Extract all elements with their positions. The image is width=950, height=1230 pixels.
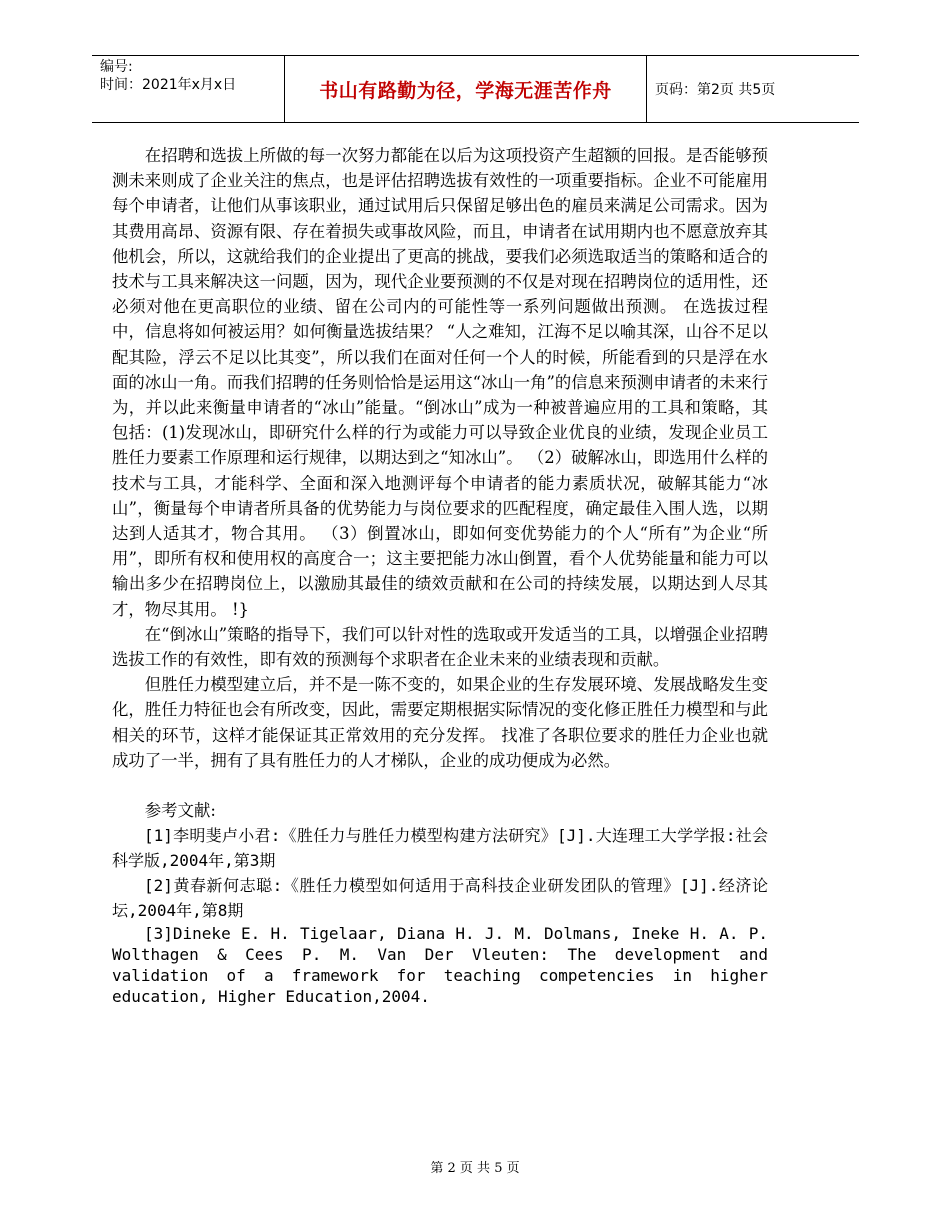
header-page-info: 页码：第2页 共5页 [655,82,776,98]
time-label: 时间：2021年x月x日 [100,77,237,93]
paragraph-2: 在“倒冰山”策略的指导下，我们可以针对性的选取或开发适当的工具，以增强企业招聘选拔工作的有效性，即有效的预测每个求职者在企业未来的业绩表现和贡献。 [112,624,769,670]
page-header [92,55,859,123]
header-motto: 书山有路勤为径，学海无涯苦作舟 [285,56,647,122]
number-label: 编号: [100,59,133,75]
references-title: 参考文献: [144,801,216,821]
paragraph-3: 但胜任力模型建立后，并不是一陈不变的，如果企业的生存发展环境、发展战略发生变化，胜任力特征也会有所改变，因此，需要定期根据实际情况的变化修正胜任力模型和与此相关的环节，这样才能保证其正常效用的充分发挥。 找准了各职位要求的胜任力企业也就成功了一半，拥有了具有胜任力的人才梯队，企业的成功便成为必然。 [112,675,768,770]
header-meta [92,56,285,122]
page-footer: 第 2 页 共 5 页 [430,1161,520,1176]
document-body [112,143,768,1007]
reference-2: [2]黄春新何志聪:《胜任力模型如何适用于高科技企业研发团队的管理》[J].经济论坛,2004年,第8期 [112,876,768,921]
reference-1: [1]李明斐卢小君:《胜任力与胜任力模型构建方法研究》[J].大连理工大学学报:社会科学版,2004年,第3期 [112,826,768,871]
reference-3: [3]Dineke E. H. Tigelaar, Diana H. J. M. Dolmans, Ineke H. A. P. Wolthagen & Cees P. M. Van Der Vleuten: The development and validation of a framework for teaching competencies in higher education, Higher Education,2004. [112,924,768,1007]
paragraph-1: 在招聘和选拔上所做的每一次努力都能在以后为这项投资产生超额的回报。是否能够预测未来则成了企业关注的焦点，也是评估招聘选拔有效性的一项重要指标。企业不可能雇用每个申请者，让他们从事该职业，通过试用后只保留足够出色的雇员来满足公司需求。因为其费用高昂、资源有限、存在着损失或事故风险，而且，申请者在试用期内也不愿意放弃其他机会，所以，这就给我们的企业提出了更高的挑战，要我们必须选取适当的策略和适合的技术与工具来解决这一问题，因为，现代企业要预测的不仅是对现在招聘岗位的适用性，还必须对他在更高职位的业绩、留在公司内的可能性等一系列问题做出预测。 在选拔过程中，信息将如何被运用？如何衡量选拔结果？ “人之难知，江海不足以喻其深，山谷不足以配其险，浮云不足以比其变”，所以我们在面对任何一个人的时候，所能看到的只是浮在水面的冰山一角。而我们招聘的任务则恰恰是运用这“冰山一角”的信息来预测申请者的未来行为，并以此来衡量申请者的“冰山”能量。“倒冰山”成为一种被普遍应用的工具和策略，其包括：(1)发现冰山，即研究什么样的行为或能力可以导致企业优良的业绩，发现企业员工胜任力要素工作原理和运行规律，以期达到之“知冰山”。 （2）破解冰山，即选用什么样的技术与工具，才能科学、全面和深入地测评每个申请者的能力素质状况，破解其能力“冰山”，衡量每个申请者所具备的优势能力与岗位要求的匹配程度，确定最佳入围人选，以期达到人适其才，物合其用。 （3）倒置冰山，即如何变优势能力的个人“所有”为企业“所用”，即所有权和使用权的高度合一；这主要把能力冰山倒置，看个人优势能量和能力可以输出多少在招聘岗位上，以激励其最佳的绩效贡献和在公司的持续发展，以期达到人尽其才，物尽其用。 !} [112,146,768,619]
